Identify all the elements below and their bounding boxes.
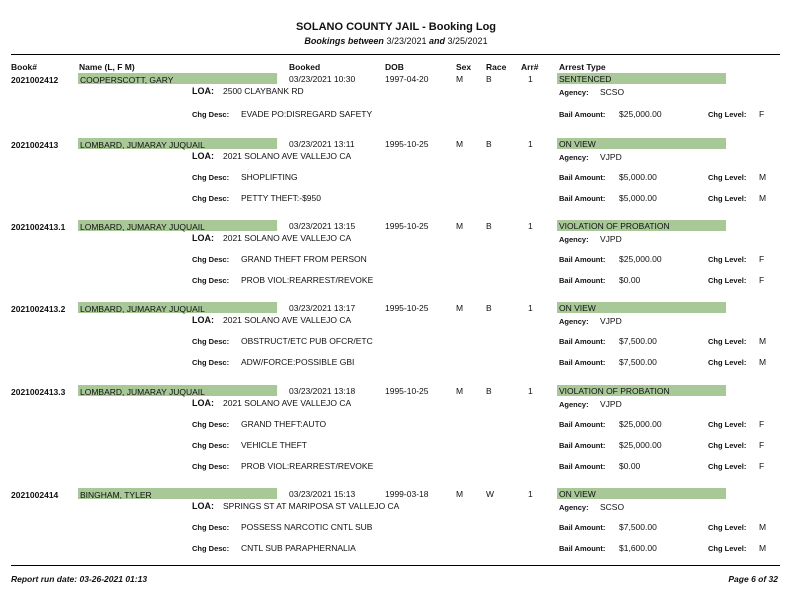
booked-datetime: 03/23/2021 10:30 [289,74,356,84]
race-value: B [486,74,492,84]
charge-row [0,357,792,369]
header-top-rule [11,54,780,55]
charge-level: M [759,357,767,367]
agency-value: SCSO [600,502,625,512]
agency-label: Agency: [559,400,589,409]
charge-level: F [759,461,765,471]
charge-description: EVADE PO:DISREGARD SAFETY [241,109,373,119]
chg-desc-label: Chg Desc: [192,255,230,264]
charge-description: PETTY THEFT:-$950 [241,193,321,203]
charge-description: GRAND THEFT FROM PERSON [241,254,367,264]
col-sex: Sex [456,62,472,72]
loa-label: LOA: [192,398,214,408]
chg-desc-label: Chg Desc: [192,462,230,471]
book-number: 2021002413.3 [11,387,66,397]
charge-level: F [759,275,765,285]
race-value: W [486,489,495,499]
agency-label: Agency: [559,153,589,162]
race-value: B [486,139,492,149]
bail-amount: $25,000.00 [619,440,662,450]
bail-amount: $5,000.00 [619,172,657,182]
sex-value: M [456,74,464,84]
booked-datetime: 03/23/2021 13:18 [289,386,356,396]
book-number: 2021002413.1 [11,222,66,232]
bail-amount: $1,600.00 [619,543,657,553]
charge-row [0,522,792,534]
bail-amount-label: Bail Amount: [559,358,606,367]
arrest-number: 1 [528,139,533,149]
date-of-birth: 1999-03-18 [385,489,429,499]
col-booked: Booked [289,62,321,72]
chg-level-label: Chg Level: [708,441,747,450]
chg-level-label: Chg Level: [708,523,747,532]
col-dob: DOB [385,62,404,72]
charge-level: M [759,543,767,553]
chg-desc-label: Chg Desc: [192,173,230,182]
arrest-type: VIOLATION OF PROBATION [559,221,670,231]
location-of-arrest: 2021 SOLANO AVE VALLEJO CA [223,315,352,325]
bail-amount: $7,500.00 [619,336,657,346]
loa-label: LOA: [192,233,214,243]
chg-level-label: Chg Level: [708,420,747,429]
chg-desc-label: Chg Desc: [192,358,230,367]
agency-value: VJPD [600,152,622,162]
booked-datetime: 03/23/2021 15:13 [289,489,356,499]
bail-amount: $25,000.00 [619,419,662,429]
date-of-birth: 1995-10-25 [385,303,429,313]
arrest-type: SENTENCED [559,74,612,84]
location-of-arrest: 2021 SOLANO AVE VALLEJO CA [223,398,352,408]
bail-amount-label: Bail Amount: [559,276,606,285]
charge-level: M [759,193,767,203]
agency-label: Agency: [559,503,589,512]
charge-level: F [759,419,765,429]
charge-description: OBSTRUCT/ETC PUB OFCR/ETC [241,336,373,346]
arrest-number: 1 [528,489,533,499]
subtitle-and: and [429,36,446,46]
col-arr: Arr# [521,62,539,72]
chg-level-label: Chg Level: [708,173,747,182]
charge-row [0,193,792,205]
chg-desc-label: Chg Desc: [192,544,230,553]
bail-amount: $25,000.00 [619,109,662,119]
charge-description: ADW/FORCE:POSSIBLE GBI [241,357,355,367]
date-of-birth: 1997-04-20 [385,74,429,84]
chg-desc-label: Chg Desc: [192,110,230,119]
inmate-name: COOPERSCOTT, GARY [80,75,174,85]
date-of-birth: 1995-10-25 [385,139,429,149]
bail-amount: $0.00 [619,275,641,285]
report-title: SOLANO COUNTY JAIL - Booking Log [295,21,497,33]
inmate-name: LOMBARD, JUMARAY JUQUAIL [80,222,205,232]
sex-value: M [456,489,464,499]
chg-desc-label: Chg Desc: [192,276,230,285]
sex-value: M [456,386,464,396]
col-book: Book# [11,62,37,72]
charge-description: POSSESS NARCOTIC CNTL SUB [241,522,373,532]
charge-level: M [759,522,767,532]
loa-label: LOA: [192,151,214,161]
book-number: 2021002413 [11,140,59,150]
booked-datetime: 03/23/2021 13:11 [289,139,355,149]
agency-label: Agency: [559,88,589,97]
bail-amount-label: Bail Amount: [559,337,606,346]
bail-amount: $25,000.00 [619,254,662,264]
charge-row [0,275,792,287]
inmate-name: LOMBARD, JUMARAY JUQUAIL [80,140,205,150]
arrest-type: ON VIEW [559,303,596,313]
report-run-date: Report run date: 03-26-2021 01:13 [11,574,148,584]
book-number: 2021002412 [11,75,59,85]
agency-value: SCSO [600,87,625,97]
charge-row [0,254,792,266]
location-of-arrest: 2021 SOLANO AVE VALLEJO CA [223,233,352,243]
book-number: 2021002414 [11,490,59,500]
sex-value: M [456,221,464,231]
report-subtitle [0,36,792,46]
charge-level: M [759,172,767,182]
loa-label: LOA: [192,501,214,511]
race-value: B [486,303,492,313]
chg-level-label: Chg Level: [708,276,747,285]
bail-amount-label: Bail Amount: [559,441,606,450]
bail-amount-label: Bail Amount: [559,194,606,203]
charge-row [0,336,792,348]
chg-level-label: Chg Level: [708,544,747,553]
col-name: Name (L, F M) [79,62,135,72]
page-number: Page 6 of 32 [728,574,778,584]
charge-description: VEHICLE THEFT [241,440,307,450]
location-of-arrest: SPRINGS ST AT MARIPOSA ST VALLEJO CA [223,501,400,511]
bail-amount: $7,500.00 [619,357,657,367]
bail-amount-label: Bail Amount: [559,523,606,532]
charge-row [0,419,792,431]
arrest-number: 1 [528,221,533,231]
arrest-type: ON VIEW [559,139,596,149]
date-of-birth: 1995-10-25 [385,221,429,231]
race-value: B [486,221,492,231]
charge-description: PROB VIOL:REARREST/REVOKE [241,461,374,471]
charge-description: GRAND THEFT:AUTO [241,419,327,429]
book-number: 2021002413.2 [11,304,66,314]
sex-value: M [456,303,464,313]
booked-datetime: 03/23/2021 13:15 [289,221,356,231]
bail-amount: $7,500.00 [619,522,657,532]
chg-desc-label: Chg Desc: [192,420,230,429]
booked-datetime: 03/23/2021 13:17 [289,303,356,313]
chg-level-label: Chg Level: [708,110,747,119]
chg-desc-label: Chg Desc: [192,441,230,450]
loa-label: LOA: [192,86,214,96]
inmate-name: LOMBARD, JUMARAY JUQUAIL [80,304,205,314]
subtitle-prefix: Bookings between [304,36,384,46]
charge-row [0,461,792,473]
charge-description: SHOPLIFTING [241,172,298,182]
charge-level: F [759,440,765,450]
agency-value: VJPD [600,234,622,244]
chg-level-label: Chg Level: [708,194,747,203]
subtitle-start-date: 3/23/2021 [386,36,427,46]
charge-row [0,543,792,555]
charge-level: F [759,254,765,264]
chg-desc-label: Chg Desc: [192,337,230,346]
bail-amount: $5,000.00 [619,193,657,203]
bail-amount-label: Bail Amount: [559,110,606,119]
footer-rule [11,565,780,566]
chg-desc-label: Chg Desc: [192,523,230,532]
chg-level-label: Chg Level: [708,358,747,367]
charge-level: M [759,336,767,346]
location-of-arrest: 2500 CLAYBANK RD [223,86,304,96]
bail-amount-label: Bail Amount: [559,173,606,182]
inmate-name: BINGHAM, TYLER [80,490,152,500]
col-arrest-type: Arrest Type [559,62,606,72]
col-race: Race [486,62,507,72]
bail-amount-label: Bail Amount: [559,544,606,553]
arrest-number: 1 [528,303,533,313]
arrest-type: VIOLATION OF PROBATION [559,386,670,396]
agency-value: VJPD [600,399,622,409]
chg-desc-label: Chg Desc: [192,194,230,203]
agency-value: VJPD [600,316,622,326]
arrest-number: 1 [528,386,533,396]
charge-row [0,172,792,184]
bail-amount-label: Bail Amount: [559,420,606,429]
chg-level-label: Chg Level: [708,337,747,346]
bail-amount-label: Bail Amount: [559,255,606,264]
bail-amount: $0.00 [619,461,641,471]
race-value: B [486,386,492,396]
charge-description: CNTL SUB PARAPHERNALIA [241,543,356,553]
loa-label: LOA: [192,315,214,325]
chg-level-label: Chg Level: [708,462,747,471]
agency-label: Agency: [559,317,589,326]
sex-value: M [456,139,464,149]
arrest-type: ON VIEW [559,489,596,499]
charge-level: F [759,109,765,119]
charge-row [0,440,792,452]
date-of-birth: 1995-10-25 [385,386,429,396]
arrest-number: 1 [528,74,533,84]
inmate-name: LOMBARD, JUMARAY JUQUAIL [80,387,205,397]
location-of-arrest: 2021 SOLANO AVE VALLEJO CA [223,151,352,161]
agency-label: Agency: [559,235,589,244]
charge-description: PROB VIOL:REARREST/REVOKE [241,275,374,285]
charge-row [0,109,792,121]
bail-amount-label: Bail Amount: [559,462,606,471]
subtitle-end-date: 3/25/2021 [447,36,488,46]
chg-level-label: Chg Level: [708,255,747,264]
